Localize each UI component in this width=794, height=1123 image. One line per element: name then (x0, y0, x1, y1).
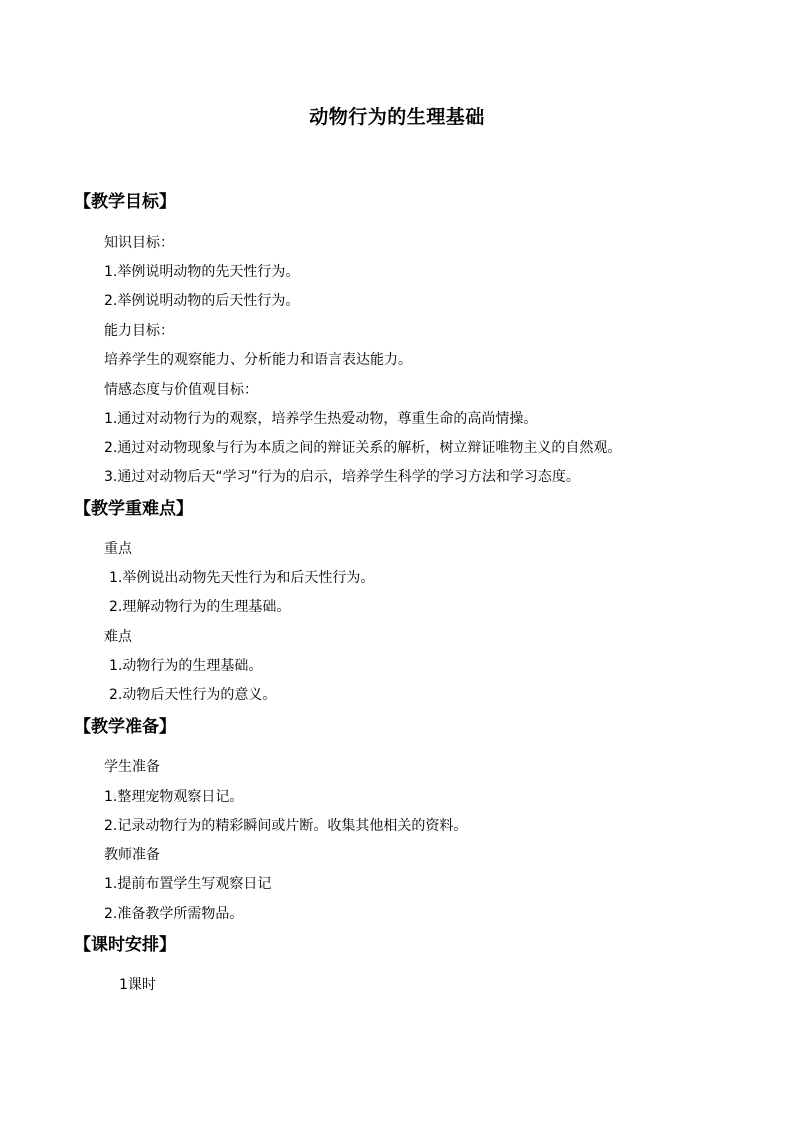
section-heading-key-points: 【教学重难点】 (74, 499, 193, 519)
objectives-line: 情感态度与价值观目标： (104, 382, 258, 398)
preparation-line: 教师准备 (104, 847, 160, 863)
section-heading-objectives: 【教学目标】 (74, 192, 176, 212)
objectives-line: 1.举例说明动物的先天性行为。 (104, 264, 300, 280)
section-heading-schedule: 【课时安排】 (74, 935, 176, 955)
objectives-line: 2.举例说明动物的后天性行为。 (104, 293, 300, 309)
key-points-line: 难点 (104, 629, 132, 645)
objectives-line: 1.通过对动物行为的观察，培养学生热爱动物，尊重生命的高尚情操。 (104, 411, 538, 427)
document-title: 动物行为的生理基础 (309, 106, 485, 128)
objectives-line: 培养学生的观察能力、分析能力和语言表达能力。 (104, 352, 412, 368)
preparation-line: 1.提前布置学生写观察日记 (104, 876, 272, 892)
preparation-line: 2.准备教学所需物品。 (104, 906, 244, 922)
key-points-line: 1.举例说出动物先天性行为和后天性行为。 (109, 570, 375, 586)
objectives-line: 能力目标： (104, 323, 174, 339)
preparation-line: 1.整理宠物观察日记。 (104, 789, 244, 805)
key-points-line: 1.动物行为的生理基础。 (109, 658, 263, 674)
key-points-line: 2.理解动物行为的生理基础。 (109, 599, 291, 615)
objectives-line: 知识目标： (104, 235, 174, 251)
schedule-line: 1课时 (119, 977, 156, 993)
preparation-line: 2.记录动物行为的精彩瞬间或片断。收集其他相关的资料。 (104, 818, 468, 834)
objectives-line: 3.通过对动物后天“学习”行为的启示，培养学生科学的学习方法和学习态度。 (104, 469, 580, 485)
key-points-line: 2.动物后天性行为的意义。 (109, 687, 277, 703)
key-points-line: 重点 (104, 541, 132, 557)
section-heading-preparation: 【教学准备】 (74, 717, 176, 737)
objectives-line: 2.通过对动物现象与行为本质之间的辩证关系的解析，树立辩证唯物主义的自然观。 (104, 440, 622, 456)
preparation-line: 学生准备 (104, 759, 160, 775)
